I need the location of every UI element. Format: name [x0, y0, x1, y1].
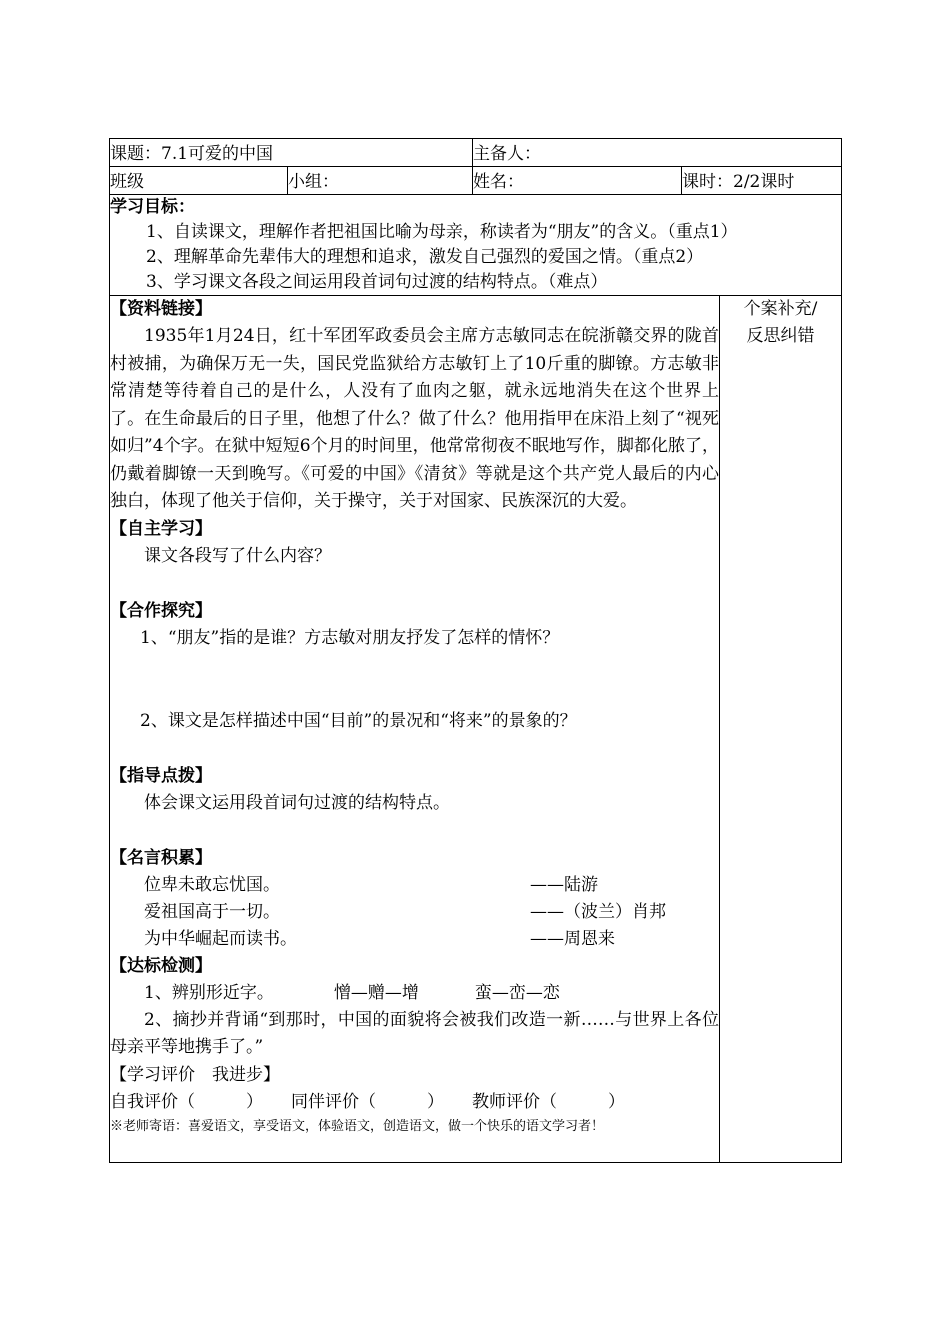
- header-row-2: [110, 167, 842, 195]
- self-study-heading: 【自主学习】: [110, 518, 212, 539]
- quote-text: 爱祖国高于一切。: [144, 901, 280, 922]
- evaluation-row: [110, 1089, 719, 1116]
- char-set-2: 蛮—峦—恋: [474, 982, 560, 1003]
- objective-item: 2、理解革命先辈伟大的理想和追求，激发自己强烈的爱国之情。（重点2）: [146, 247, 704, 267]
- quote-author: ——（波兰）肖邦: [530, 901, 666, 922]
- teacher-evaluation: 教师评价（ ）: [472, 1091, 625, 1112]
- char-set-1: 憎—赠—增: [333, 982, 419, 1003]
- objective-item: 3、学习课文各段之间运用段首词句过渡的结构特点。（难点）: [146, 272, 608, 292]
- quote-item: [110, 872, 719, 899]
- evaluation-heading: 【学习评价 我进步】: [110, 1064, 280, 1085]
- period-label: 课时：2/2课时: [682, 167, 842, 195]
- quote-item: [110, 926, 719, 953]
- objective-item: 1、自读课文，理解作者把祖国比喻为母亲，称读者为“朋友”的含义。（重点1）: [146, 222, 738, 242]
- quote-item: [110, 899, 719, 926]
- lesson-plan-page: [109, 138, 841, 1163]
- test-item-1: [110, 980, 719, 1007]
- quotes-heading: 【名言积累】: [110, 847, 212, 868]
- main-content-cell: [110, 296, 720, 1163]
- reflection-label-2: 反思纠错: [746, 326, 815, 346]
- cooperation-heading: 【合作探究】: [110, 600, 212, 621]
- quote-author: ——陆游: [530, 874, 598, 895]
- self-evaluation: 自我评价（ ）: [110, 1091, 263, 1112]
- preparer-label: 主备人：: [473, 139, 842, 167]
- self-study-question: 课文各段写了什么内容？: [144, 545, 331, 566]
- group-label: 小组：: [288, 167, 473, 195]
- test-item-1-label: 1、辨别形近字。: [144, 982, 274, 1003]
- class-label: 班级: [110, 167, 288, 195]
- name-label: 姓名：: [473, 167, 682, 195]
- teacher-note: ※老师寄语：喜爱语文，享受语文，体验语文，创造语文，做一个快乐的语文学习者！: [110, 1118, 605, 1134]
- reflection-column: [720, 296, 842, 1163]
- cooperation-question-2: 2、课文是怎样描述中国“目前”的景况和“将来”的景象的？: [140, 710, 577, 731]
- objectives-row: [110, 195, 842, 296]
- guidance-text: 体会课文运用段首词句过渡的结构特点。: [144, 792, 450, 813]
- objectives-cell: [110, 195, 842, 296]
- reflection-label-1: 个案补充/: [743, 299, 818, 319]
- material-text: 1935年1月24日，红十军团军政委员会主席方志敏同志在皖浙赣交界的陇首村被捕，为确保万无一失，国民党监狱给方志敏钉上了10斤重的脚镣。方志敏非常清楚等待着自己的是什么，人没有了血肉之躯，就永远地消失在这个世界上了。在生命最后的日子里，他想了什么？做了什么？他用指甲在床沿上刻了“视死如归”4个字。在狱中短短6个月的时间里，他常常彻夜不眠地写作，脚都化脓了，仍戴着脚镣一天到晚写。《可爱的中国》《清贫》等就是这个共产党人最后的内心独白，体现了他关于信仰，关于操守，关于对国家、民族深沉的大爱。: [110, 326, 720, 511]
- objectives-heading: 学习目标：: [110, 197, 195, 217]
- material-heading: 【资料链接】: [110, 299, 212, 319]
- lesson-plan-table: [109, 138, 842, 1163]
- test-heading: 【达标检测】: [110, 955, 212, 976]
- header-row-1: [110, 139, 842, 167]
- guidance-heading: 【指导点拨】: [110, 765, 212, 786]
- cooperation-question-1: 1、“朋友”指的是谁？方志敏对朋友抒发了怎样的情怀？: [140, 627, 560, 648]
- lesson-title: 课题：7.1可爱的中国: [110, 139, 473, 167]
- quote-author: ——周恩来: [530, 928, 615, 949]
- test-item-2: 2、摘抄并背诵“到那时，中国的面貌将会被我们改造一新……与世界上各位母亲平等地携手了。”: [110, 1009, 720, 1057]
- quote-text: 为中华崛起而读书。: [144, 928, 297, 949]
- peer-evaluation: 同伴评价（ ）: [291, 1091, 444, 1112]
- quote-text: 位卑未敢忘忧国。: [144, 874, 280, 895]
- content-row: [110, 296, 842, 1163]
